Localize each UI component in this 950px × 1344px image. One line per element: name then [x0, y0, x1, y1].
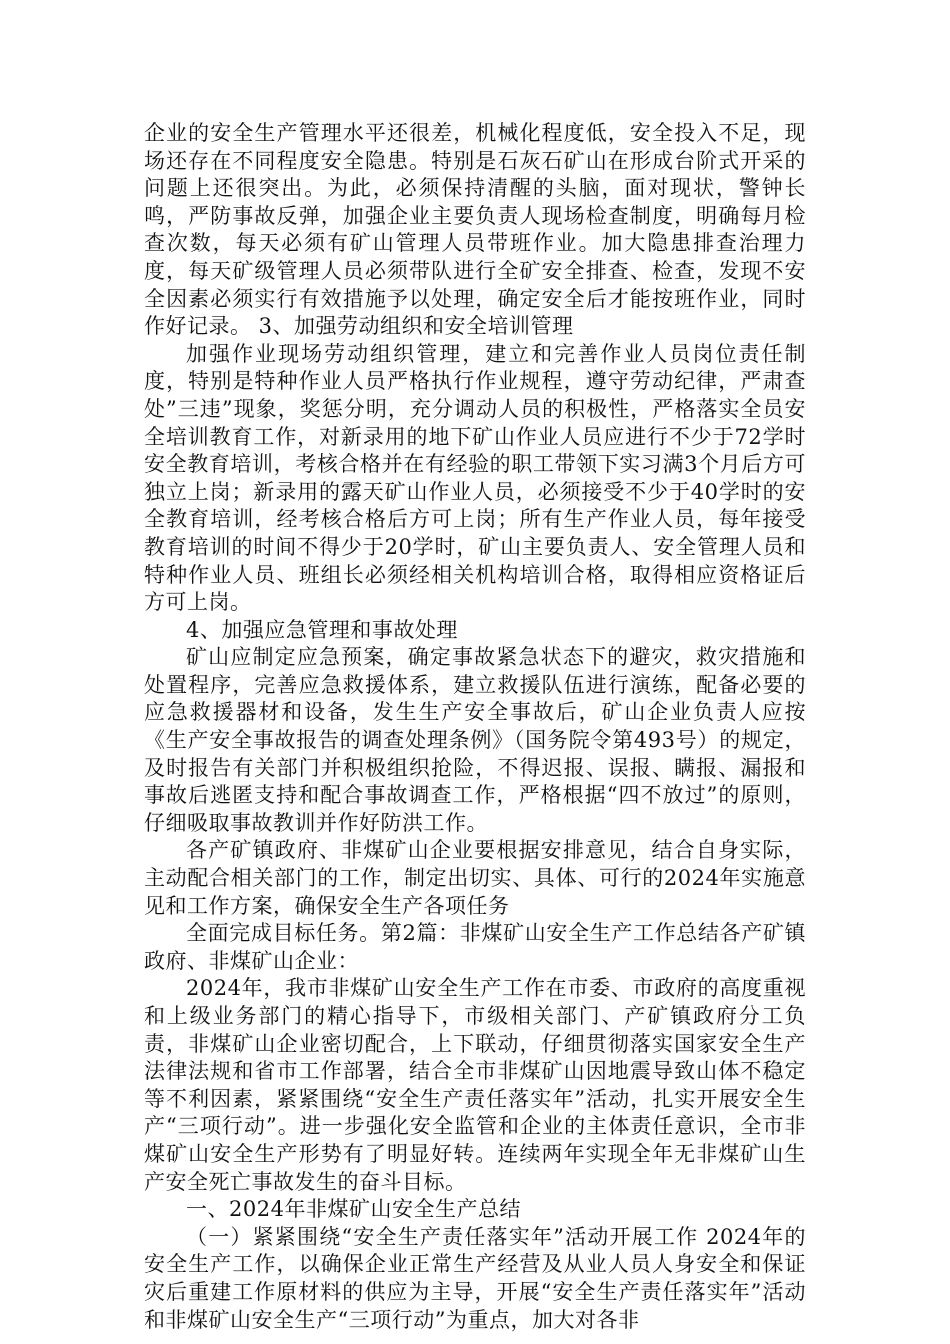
paragraph-4: 各产矿镇政府、非煤矿山企业要根据安排意见，结合自身实际，主动配合相关部门的工作，制定出切实、具体、可行的2024年实施意见和工作方案，确保安全生产各项任务: [144, 838, 806, 918]
paragraph-3: 矿山应制定应急预案，确定事故紧急状态下的避灾，救灾措施和处置程序，完善应急救援体系，建立救援队伍进行演练，配备必要的应急救援器材和设备，发生生产安全事故后，矿山企业负责人应按《生产安全事故报告的调查处理条例》（国务院令第493号）的规定，及时报告有关部门并积极组织抢险，不得迟报、误报、瞒报、漏报和事故后逃匿支持和配合事故调查工作，严格根据“四不放过”的原则，仔细吸取事故教训并作好防洪工作。: [144, 645, 806, 835]
paragraph-2: 加强作业现场劳动组织管理，建立和完善作业人员岗位责任制度，特别是特种作业人员严格执行作业规程，遵守劳动纪律，严肃查处”三违”现象，奖惩分明，充分调动人员的积极性，严格落实全员安全培训教育工作，对新录用的地下矿山作业人员应进行不少于72学时安全教育培训，考核合格并在有经验的职工带领下实习满3个月后方可独立上岗；新录用的露天矿山作业人员，必须接受不少于40学时的安全教育培训，经考核合格后方可上岗；所有生产作业人员，每年接受教育培训的时间不得少于20学时，矿山主要负责人、安全管理人员和特种作业人员、班组长必须经相关机构培训合格，取得相应资格证后方可上岗。: [144, 341, 806, 615]
section-heading-4: 4、加强应急管理和事故处理: [186, 617, 458, 642]
paragraph-6: 2024年，我市非煤矿山安全生产工作在市委、市政府的高度重视和上级业务部门的精心指导下，市级相关部门、产矿镇政府分工负责，非煤矿山企业密切配合，上下联动，仔细贯彻落实国家安全生产法律法规和省市工作部署，结合全市非煤矿山因地震导致山体不稳定等不利因素，紧紧围绕“安全生产责任落实年”活动，扎实开展安全生产“三项行动”。进一步强化安全监管和企业的主体责任意识，全市非煤矿山安全生产形势有了明显好转。连续两年实现全年无非煤矿山生产安全死亡事故发生的奋斗目标。: [144, 976, 806, 1194]
paragraph-1: 企业的安全生产管理水平还很差，机械化程度低，安全投入不足，现场还存在不同程度安全隐患。特别是石灰石矿山在形成台阶式开采的问题上还很突出。为此，必须保持清醒的头脑，面对现状，警钟长鸣，严防事故反弹，加强企业主要负责人现场检查制度，明确每月检查次数，每天必须有矿山管理人员带班作业。加大隐患排查治理力度，每天矿级管理人员必须带队进行全矿安全排查、检查，发现不安全因素必须实行有效措施予以处理，确定安全后才能按班作业，同时作好记录。 3、加强劳动组织和安全培训管理: [144, 121, 806, 339]
document-page: [144, 120, 806, 1334]
paragraph-7: （一）紧紧围绕“安全生产责任落实年”活动开展工作 2024年的安全生产工作，以确保企业正常生产经营及从业人员人身安全和保证灾后重建工作原材料的供应为主导，开展“安全生产责任落实年”活动和非煤矿山安全生产“三项行动”为重点，加大对各非: [144, 1224, 806, 1332]
section-heading-1: 一、2024年非煤矿山安全生产总结: [186, 1197, 521, 1222]
paragraph-5: 全面完成目标任务。第2篇：非煤矿山安全生产工作总结各产矿镇政府、非煤矿山企业：: [144, 921, 806, 973]
